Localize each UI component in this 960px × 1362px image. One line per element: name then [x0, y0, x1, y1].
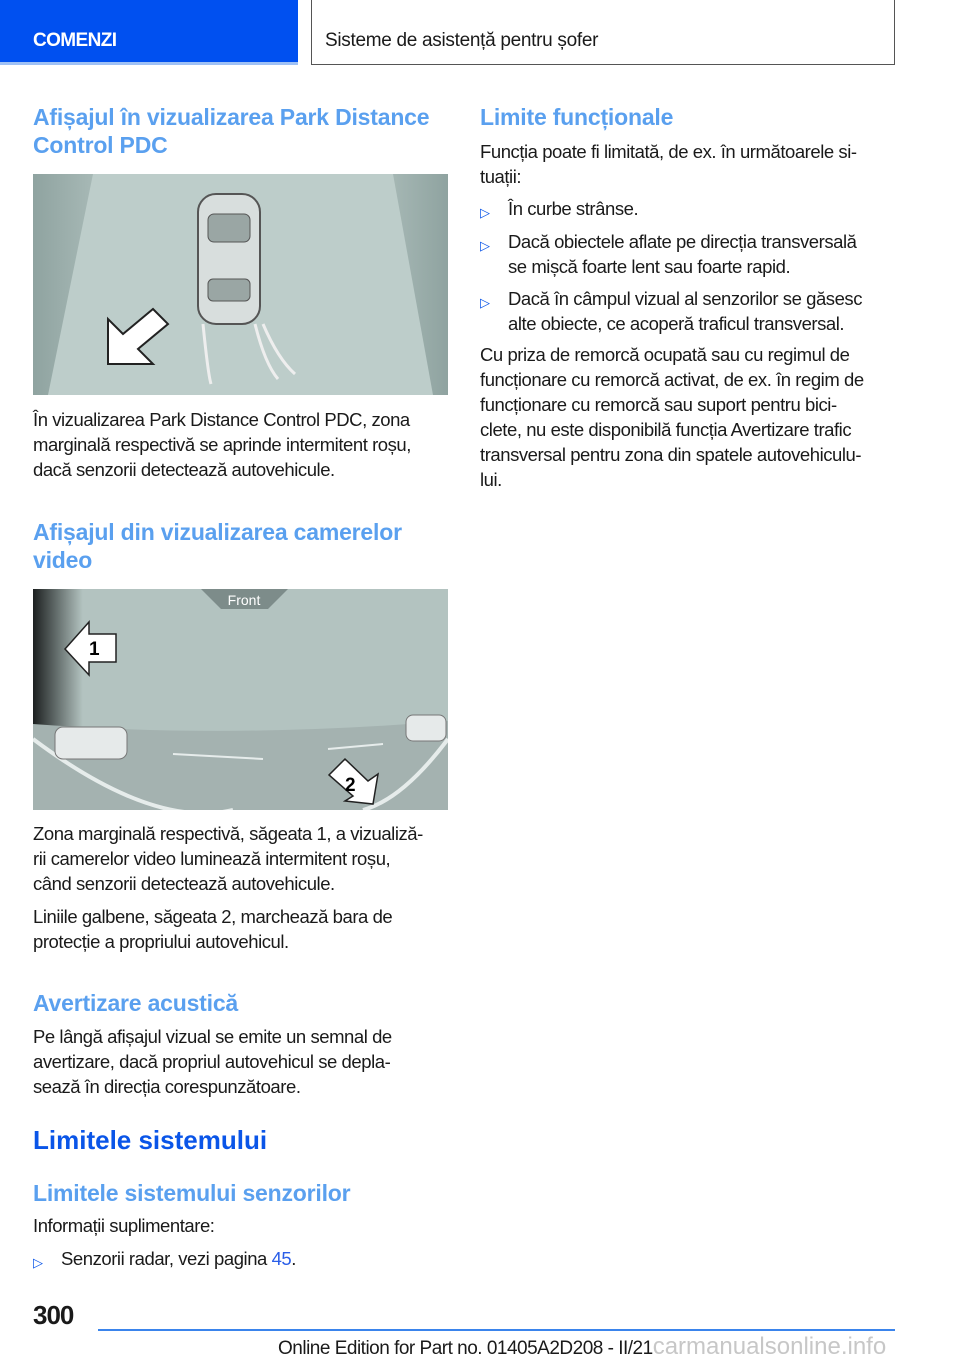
text-line: Funcția poate fi limitată, de ex. în următoarele si-: [480, 141, 857, 162]
text-line: când senzorii detectează autovehicule.: [33, 873, 335, 894]
heading-line: Afișajul din vizualizarea camerelor: [33, 519, 402, 545]
text-line: funcționare cu remorcă sau suport pentru bici-: [480, 394, 837, 415]
bullet-radar: [33, 1246, 296, 1275]
camera-illustration: [33, 589, 448, 810]
arrow-1-label: 1: [89, 639, 100, 660]
heading-pdc-display: [33, 103, 429, 159]
text-line: clete, nu este disponibilă funcția Avertizare trafic: [480, 419, 852, 440]
bullet-item: [480, 286, 862, 336]
bullet-item: [480, 196, 638, 225]
watermark: carmanualsonline.info: [652, 1333, 887, 1360]
text-line: avertizare, dacă propriul autovehicul se depla-: [33, 1051, 391, 1072]
camera-paragraph-2: [33, 904, 392, 954]
text-line: Liniile galbene, săgeata 2, marchează bara de: [33, 906, 393, 927]
text-line: Zona marginală respectivă, săgeata 1, a vizualiză-: [33, 823, 423, 844]
footer-rule: [98, 1329, 895, 1331]
front-label: Front: [227, 592, 261, 608]
text-line: marginală respectivă se aprinde intermitent roșu,: [33, 434, 411, 455]
text-line: lui.: [480, 469, 502, 490]
text-line: protecție a propriului autovehicul.: [33, 931, 289, 952]
heading-functional-limits: Limite funcționale: [480, 104, 674, 130]
acoustic-paragraph: [33, 1024, 392, 1099]
section-tab: [0, 0, 298, 65]
trailer-paragraph: [480, 342, 864, 492]
bullet-text-main: Senzorii radar, vezi pagina: [61, 1248, 272, 1269]
chapter-title: Sisteme de asistență pentru șofer: [325, 30, 599, 51]
heading-line: Control PDC: [33, 132, 168, 158]
car-right-icon: [406, 715, 446, 741]
text-line: funcționare cu remorcă activat, de ex. în regim de: [480, 369, 864, 390]
text-line: dacă senzorii detectează autovehicule.: [33, 459, 335, 480]
text-line: se mișcă foarte lent sau foarte rapid.: [508, 256, 791, 277]
text-line: rii camerelor video luminează intermitent roșu,: [33, 848, 391, 869]
car-left-icon: [55, 727, 127, 759]
edition-text: Online Edition for Part no. 01405A2D208 - II/21: [278, 1338, 653, 1359]
text-line: Cu priza de remorcă ocupată sau cu regimul de: [480, 344, 850, 365]
text-line: Dacă obiectele aflate pe direcția transversală: [508, 231, 857, 252]
page-link[interactable]: 45: [271, 1248, 292, 1269]
heading-line: video: [33, 547, 93, 573]
page-number: 300: [33, 1300, 74, 1330]
bullet-triangle-icon: ▷: [480, 205, 490, 220]
bullet-item: [480, 229, 856, 279]
functional-paragraph: [480, 139, 857, 189]
camera-paragraph-1: [33, 821, 423, 896]
text-line: transversal pentru zona din spatele autovehiculu-: [480, 444, 862, 465]
bullet-triangle-icon: ▷: [33, 1255, 43, 1270]
heading-camera-display: [33, 518, 402, 574]
info-label: Informații suplimentare:: [33, 1215, 215, 1236]
text-line: sează în direcția corespunzătoare.: [33, 1076, 301, 1097]
bullet-triangle-icon: ▷: [480, 295, 490, 310]
text-line: În curbe strânse.: [508, 198, 639, 219]
bullet-text: [61, 1246, 296, 1275]
arrow-2-label: 2: [345, 775, 356, 796]
heading-sensor-limits: Limitele sistemului senzorilor: [33, 1180, 351, 1206]
heading-system-limits: Limitele sistemului: [33, 1125, 268, 1155]
text-line: Dacă în câmpul vizual al senzorilor se găsesc: [508, 288, 863, 309]
text-line: alte obiecte, ce acoperă traficul transversal.: [508, 313, 845, 334]
chapter-header: [311, 0, 895, 65]
heading-acoustic-warning: Avertizare acustică: [33, 990, 239, 1016]
pdc-illustration: [33, 174, 448, 395]
pdc-paragraph: [33, 407, 411, 482]
text-line: Pe lângă afișajul vizual se emite un semnal de: [33, 1026, 392, 1047]
text-line: În vizualizarea Park Distance Control PDC, zona: [33, 409, 410, 430]
bullet-triangle-icon: ▷: [480, 238, 490, 253]
section-label: COMENZI: [33, 30, 117, 51]
text-line: tuații:: [480, 166, 522, 187]
footer-edition: [278, 1333, 886, 1361]
bullet-text-end: .: [291, 1248, 296, 1269]
heading-line: Afișajul în vizualizarea Park Distance: [33, 104, 430, 130]
